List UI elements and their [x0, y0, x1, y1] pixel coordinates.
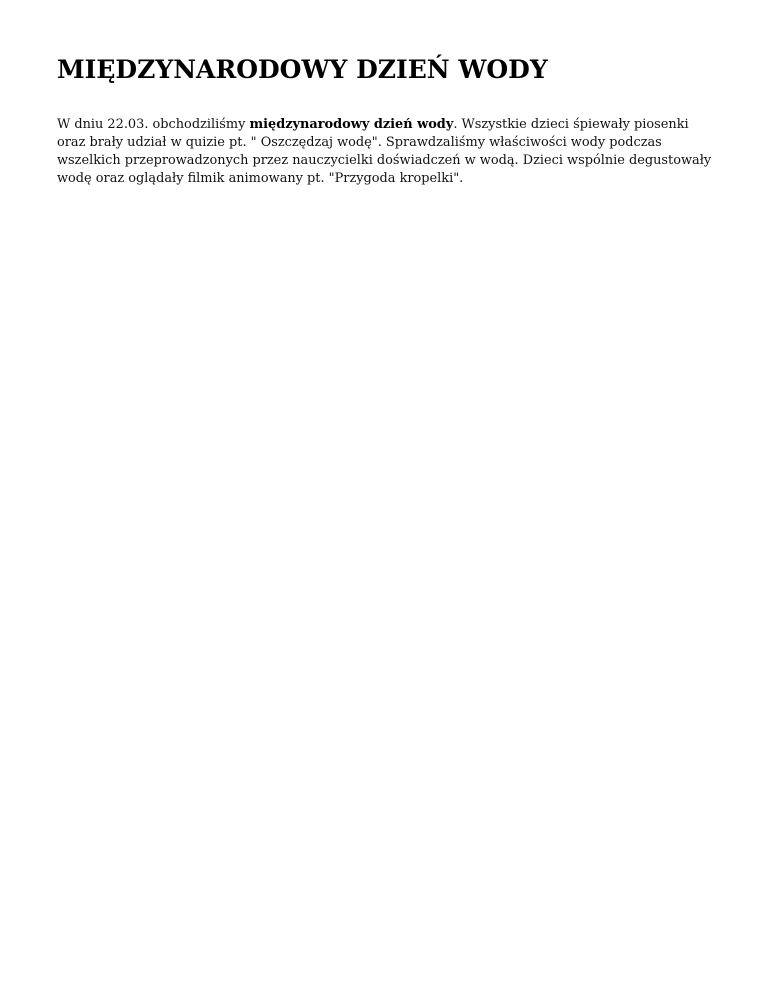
body-paragraph: [57, 116, 717, 188]
paragraph-text-start: W dniu 22.03. obchodziliśmy: [57, 117, 250, 132]
page-title: MIĘDZYNARODOWY DZIEŃ WODY: [57, 55, 548, 84]
paragraph-text-end: . Wszystkie dzieci śpiewały piosenki oraz brały udział w quizie pt. " Oszczędzaj wodę". Sprawdzaliśmy właściwości wody podczas wszelkich przeprowadzonych przez nauczycielki doświadczeń w wodą. Dzieci wspólnie degustowały wodę oraz oglądały filmik animowany pt. "Przygoda kropelki".: [57, 117, 712, 186]
paragraph-bold-text: międzynarodowy dzień wody: [249, 117, 454, 132]
document-page: [57, 52, 717, 188]
